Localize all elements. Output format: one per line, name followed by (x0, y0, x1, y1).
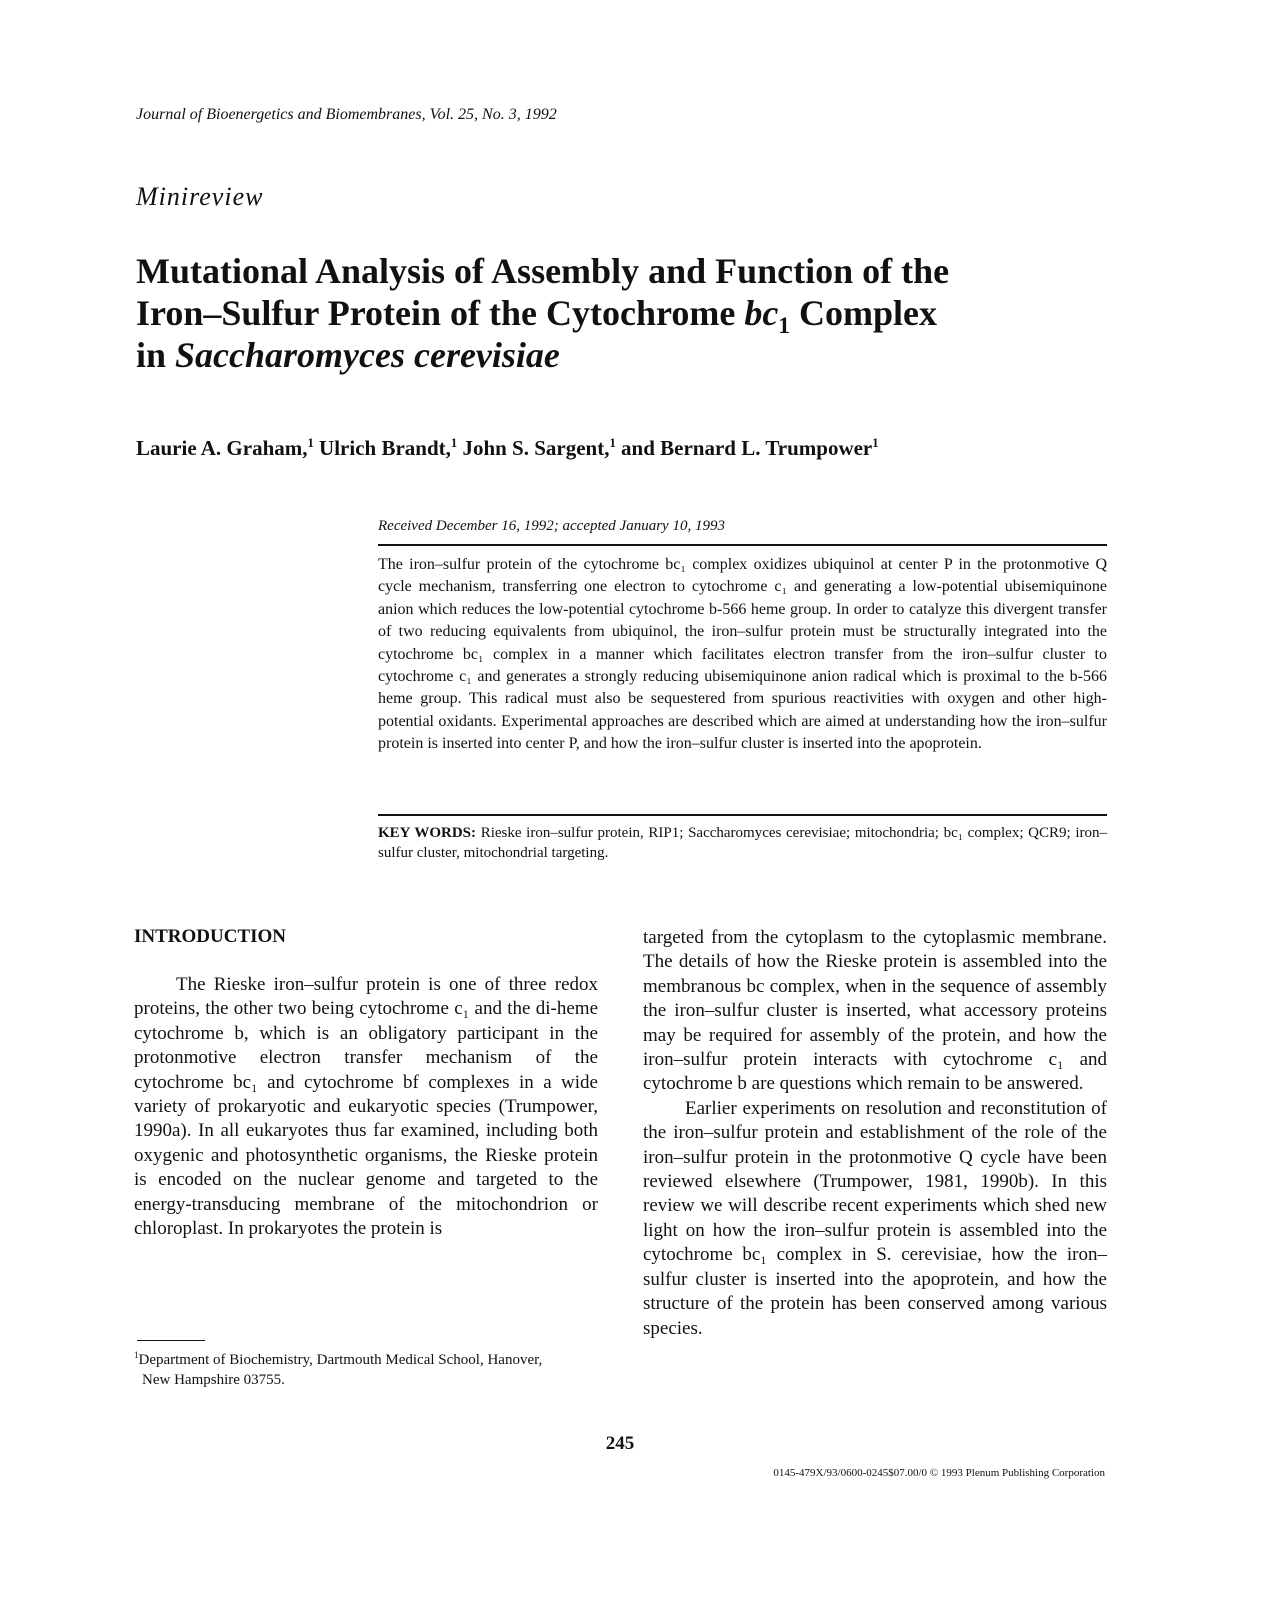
intro-paragraph-2: Earlier experiments on resolution and reconstitution of the iron–sulfur protein and establishment of the role of the iron–sulfur protein in the protonmotive Q cycle have been reviewed elsewhere (Trumpower, 1981, 1990b). In this review we will describe recent experiments which shed new light on how the iron–sulfur protein is assembled into the cytochrome bc₁ complex in S. cerevisiae, how the iron–sulfur cluster is inserted into the apoprotein, and how the structure of the protein has been conserved among various species. (643, 1097, 1107, 1339)
title-line-1: Mutational Analysis of Assembly and Function of the (136, 251, 950, 291)
affiliation-mark: 1 (450, 436, 458, 450)
author-name: Bernard L. Trumpower (660, 436, 873, 460)
keywords-label: KEY WORDS: (378, 825, 477, 841)
author-list (136, 436, 879, 461)
footnote-line-2: New Hampshire 03755. (142, 1372, 285, 1388)
keywords-text: Rieske iron–sulfur protein, RIP1; Saccharomyces cerevisiae; mitochondria; bc₁ complex; QCR9; iron–sulfur cluster, mitochondrial targeting. (378, 825, 1107, 861)
section-label: Minireview (136, 182, 264, 211)
received-dates: Received December 16, 1992; accepted January 10, 1993 (378, 518, 725, 534)
author-name: Laurie A. Graham, (136, 436, 308, 460)
abstract: The iron–sulfur protein of the cytochrome bc₁ complex oxidizes ubiquinol at center P in the protonmotive Q cycle mechanism, transferring one electron to cytochrome c₁ and generating a low-potential ubisemiquinone anion which reduces the low-potential cytochrome b-566 heme group. In order to catalyze this divergent transfer of two reducing equivalents from ubiquinol, the iron–sulfur protein must be structurally integrated into the cytochrome bc₁ complex in a manner which facilitates electron transfer from the iron–sulfur cluster to cytochrome c₁ and generates a strongly reducing ubisemiquinone anion radical which is proximal to the b-566 heme group. This radical must also be sequestered from spurious reactivities with oxygen and other high-potential oxidants. Experimental approaches are described which are aimed at understanding how the iron–sulfur protein is inserted into center P, and how the iron–sulfur cluster is inserted into the apoprotein. (378, 556, 1107, 753)
title-species: Saccharomyces cerevisiae (175, 335, 560, 375)
intro-paragraph-1: The Rieske iron–sulfur protein is one of three redox proteins, the other two being cytochrome c₁ and the di-heme cytochrome b, which is an obligatory participant in the protonmotive electron transfer mechanism of the cytochrome bc₁ and cytochrome bf complexes in a wide variety of prokaryotic and eukaryotic species (Trumpower, 1990a). In all eukaryotes thus far examined, including both oxygenic and photosynthetic organisms, the Rieske protein is encoded on the nuclear genome and targeted to the energy-transducing membrane of the mitochondrion or chloroplast. In prokaryotes the protein is (134, 974, 598, 1240)
title-line-3: in Saccharomyces cerevisiae (136, 335, 560, 375)
footnote-mark: 1 (134, 1350, 139, 1360)
abstract-bottom-rule (378, 814, 1107, 816)
intro-paragraph-1-continued: targeted from the cytoplasm to the cytoplasmic membrane. The details of how the Rieske protein is assembled into the membranous bc complex, when in the sequence of assembly the iron–sulfur cluster is inserted, what accessory proteins may be required for assembly of the protein, and how the iron–sulfur protein interacts with cytochrome c₁ and cytochrome b are questions which remain to be answered. (643, 927, 1107, 1095)
article-title (136, 250, 1116, 376)
introduction-heading: INTRODUCTION (134, 926, 287, 947)
footnote-line-1: Department of Biochemistry, Dartmouth Medical School, Hanover, (138, 1352, 543, 1368)
author-name: John S. Sargent, (462, 436, 610, 460)
affiliation-footnote (134, 1350, 598, 1390)
page-number: 245 (605, 1433, 635, 1454)
title-line-2: Iron–Sulfur Protein of the Cytochrome $bc_1$ Complex (136, 293, 937, 340)
copyright-line: 0145-479X/93/0600-0245$07.00/0 © 1993 Plenum Publishing Corporation (773, 1467, 1105, 1479)
title-subscript: 1 (778, 313, 790, 340)
affiliation-mark: 1 (609, 436, 616, 450)
journal-citation: Journal of Bioenergetics and Biomembranes, Vol. 25, No. 3, 1992 (136, 106, 557, 123)
title-bc: bc (744, 293, 779, 333)
author-conjunction: and (621, 436, 655, 460)
intro-left-column (134, 973, 598, 1241)
keywords (378, 823, 1107, 863)
author-name: Ulrich Brandt, (319, 436, 451, 460)
intro-right-column (643, 926, 1107, 1341)
footnote-rule (137, 1340, 205, 1341)
abstract-top-rule (378, 544, 1107, 546)
affiliation-mark: 1 (872, 436, 879, 450)
affiliation-mark: 1 (307, 436, 314, 450)
